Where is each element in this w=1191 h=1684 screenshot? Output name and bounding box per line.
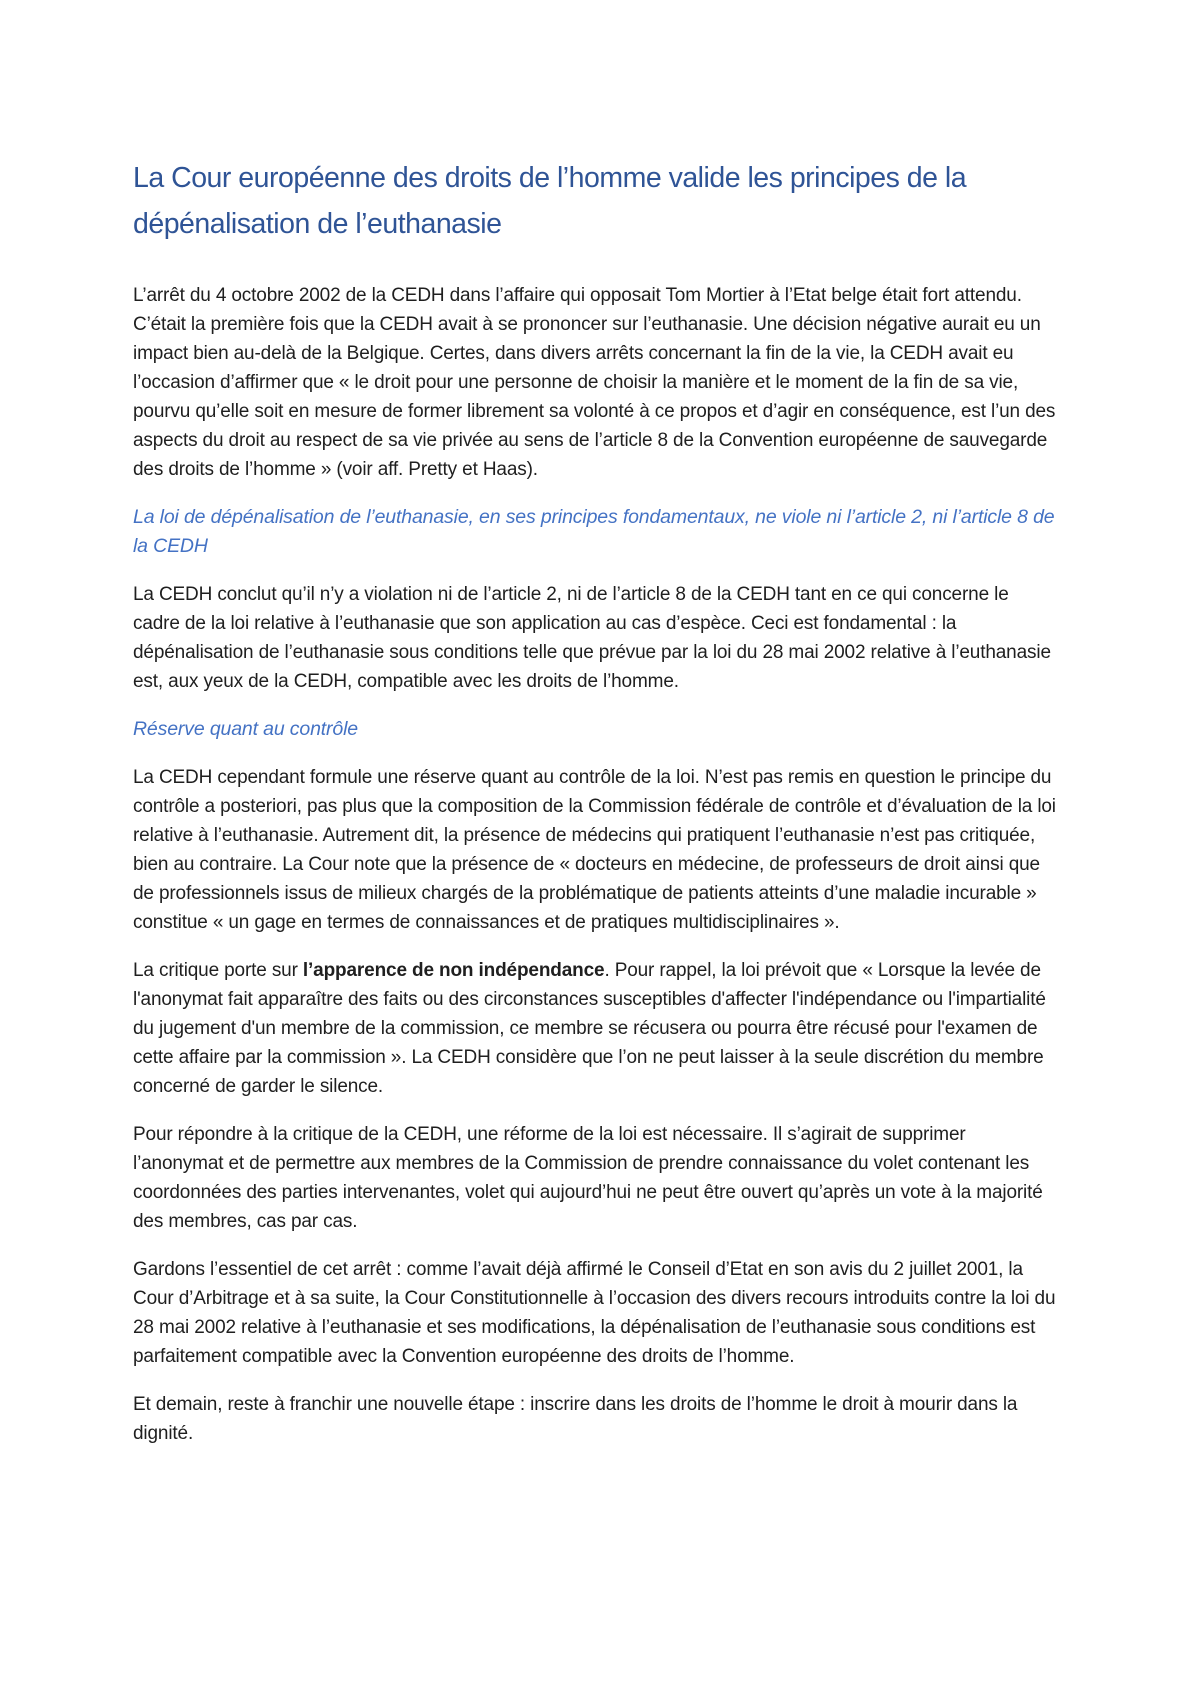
paragraph (133, 763, 1058, 937)
document-blocks (133, 281, 1058, 1448)
text-run: . Pour rappel, la loi prévoit que « Lorsque la levée de l'anonymat fait apparaître des faits ou des circonstances susceptibles d'affecter l'indépendance ou l'impartialité du jugement d'un membre de la commission, ce membre se récusera ou pourra être récusé pour l'examen de cette affaire par la commission ». La CEDH considère que l’on ne peut laisser à la seule discrétion du membre concerné de garder le silence. (133, 960, 1046, 1097)
paragraph (133, 580, 1058, 696)
text-run: Gardons l’essentiel de cet arrêt : comme l’avait déjà affirmé le Conseil d’Etat en son avis du 2 juillet 2001, la Cour d’Arbitrage et à sa suite, la Cour Constitutionnelle à l’occasion des divers recours introduits contre la loi du 28 mai 2002 relative à l’euthanasie et ses modifications, la dépénalisation de l’euthanasie sous conditions est parfaitement compatible avec la Convention européenne des droits de l’homme. (133, 1259, 1056, 1367)
paragraph (133, 1255, 1058, 1371)
paragraph (133, 281, 1058, 484)
text-run: Pour répondre à la critique de la CEDH, une réforme de la loi est nécessaire. Il s’agirait de supprimer l’anonymat et de permettre aux membres de la Commission de prendre connaissance du volet contenant les coordonnées des parties intervenantes, volet qui aujourd’hui ne peut être ouvert qu’après un vote à la majorité des membres, cas par cas. (133, 1124, 1043, 1232)
paragraph (133, 1120, 1058, 1236)
section-heading (133, 503, 1058, 561)
text-run: La critique porte sur (133, 960, 303, 981)
section-heading (133, 715, 1058, 744)
text-run: La CEDH conclut qu’il n’y a violation ni de l’article 2, ni de l’article 8 de la CEDH tant en ce qui concerne le cadre de la loi relative à l’euthanasie que son application au cas d’espèce. Ceci est fondamental : la dépénalisation de l’euthanasie sous conditions telle que prévue par la loi du 28 mai 2002 relative à l’euthanasie est, aux yeux de la CEDH, compatible avec les droits de l’homme. (133, 584, 1051, 692)
text-run: La CEDH cependant formule une réserve quant au contrôle de la loi. N’est pas remis en question le principe du contrôle a posteriori, pas plus que la composition de la Commission fédérale de contrôle et d’évaluation de la loi relative à l’euthanasie. Autrement dit, la présence de médecins qui pratiquent l’euthanasie n’est pas critiquée, bien au contraire. La Cour note que la présence de « docteurs en médecine, de professeurs de droit ainsi que de professionnels issus de milieux chargés de la problématique de patients atteints d’une maladie incurable » constitue « un gage en termes de connaissances et de pratiques multidisciplinaires ». (133, 767, 1056, 933)
paragraph (133, 956, 1058, 1101)
text-run: Et demain, reste à franchir une nouvelle étape : inscrire dans les droits de l’homme le droit à mourir dans la dignité. (133, 1394, 1018, 1444)
paragraph (133, 1390, 1058, 1448)
text-run: La loi de dépénalisation de l’euthanasie, en ses principes fondamentaux, ne viole ni l’article 2, ni l’article 8 de la CEDH (133, 506, 1055, 557)
text-run: Réserve quant au contrôle (133, 718, 358, 740)
text-run: L’arrêt du 4 octobre 2002 de la CEDH dans l’affaire qui opposait Tom Mortier à l’Etat belge était fort attendu. C’était la première fois que la CEDH avait à se prononcer sur l’euthanasie. Une décision négative aurait eu un impact bien au-delà de la Belgique. Certes, dans divers arrêts concernant la fin de la vie, la CEDH avait eu l’occasion d’affirmer que « le droit pour une personne de choisir la manière et le moment de la fin de sa vie, pourvu qu’elle soit en mesure de former librement sa volonté à ce propos et d’agir en conséquence, est l’un des aspects du droit au respect de sa vie privée au sens de l’article 8 de la Convention européenne de sauvegarde des droits de l’homme » (voir aff. Pretty et Haas). (133, 285, 1056, 480)
document-title: La Cour européenne des droits de l’homme valide les principes de la dépénalisation de l’euthanasie (133, 162, 967, 240)
bold-text-run: l’apparence de non indépendance (302, 960, 605, 981)
